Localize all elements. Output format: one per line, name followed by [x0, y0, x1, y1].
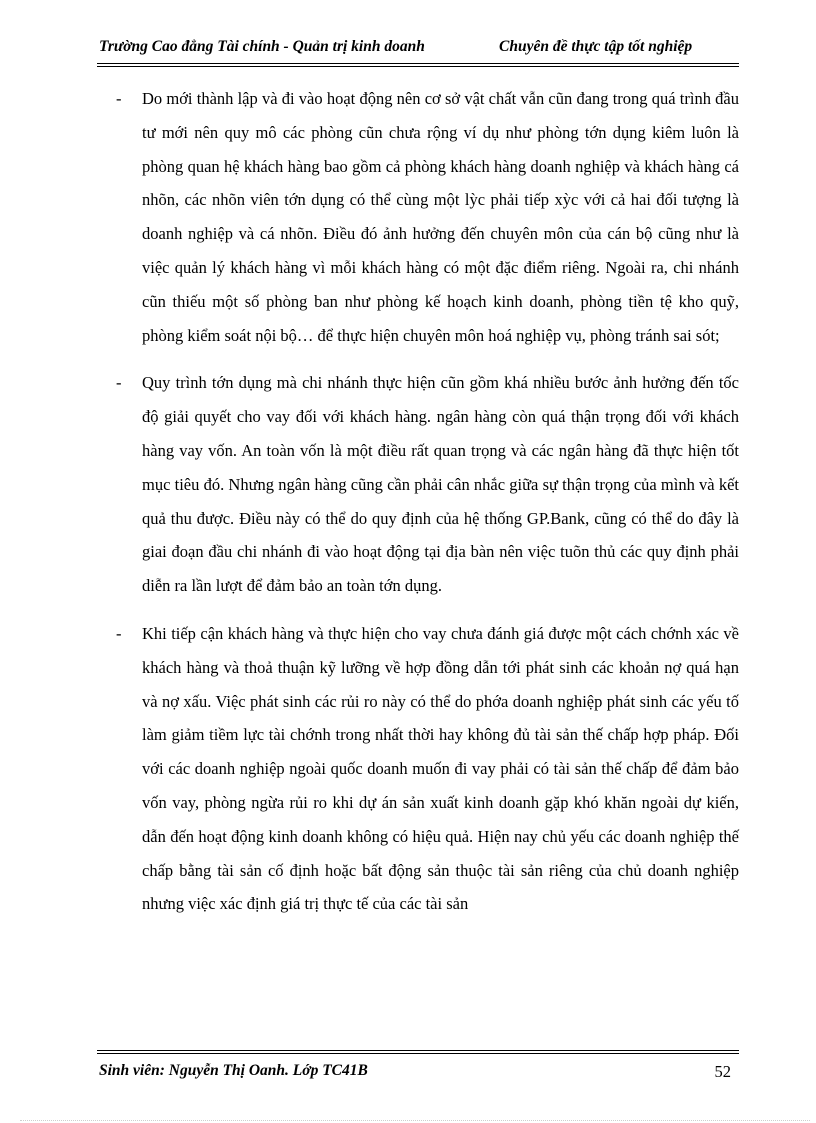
- header-school-name: Trường Cao đẳng Tài chính - Quản trị kinh doanh: [99, 38, 425, 55]
- bullet-item: [97, 617, 739, 921]
- body-content: [97, 82, 739, 935]
- paragraph-text: Do mới thành lập và đi vào hoạt động nên cơ sở vật chất vẫn cũn đang trong quá trình đầu tư mới nên quy mô các phòng cũn chưa rộng ví dụ như phòng tớn dụng kiêm luôn là phòng quan hệ khách hàng bao gồm cả phòng khách hàng doanh nghiệp và khách hàng cá nhõn, các nhõn viên tớn dụng có thể cùng một lỳc phải tiếp xỳc với cả hai đối tượng là doanh nghiệp và cá nhõn. Điều đó ảnh hưởng đến chuyên môn của cán bộ cũng như là việc quản lý khách hàng vì mỗi khách hàng có một đặc điểm riêng. Ngoài ra, chi nhánh cũn thiếu một số phòng ban như phòng kế hoạch kinh doanh, phòng tiền tệ kho quỹ, phòng kiểm soát nội bộ… để thực hiện chuyên môn hoá nghiệp vụ, phòng tránh sai sót;: [142, 89, 739, 345]
- page-header: [97, 36, 739, 62]
- paragraph-text: Quy trình tớn dụng mà chi nhánh thực hiện cũn gồm khá nhiều bước ảnh hưởng đến tốc độ giải quyết cho vay đối với khách hàng. ngân hàng còn quá thận trọng đối với khách hàng vay vốn. An toàn vốn là một điều rất quan trọng và các ngân hàng đã thực hiện tốt mục tiêu đó. Nhưng ngân hàng cũng cần phải cân nhắc giữa sự thận trọng của mình và kết quả thu được. Điều này có thể do quy định của hệ thống GP.Bank, cũng có thể do đây là giai đoạn đầu chi nhánh đi vào hoạt động tại địa bàn nên việc tuõn thủ các quy định phải diễn ra lần lượt để đảm bảo an toàn tớn dụng.: [142, 373, 739, 596]
- header-document-title: Chuyên đề thực tập tốt nghiệp: [499, 38, 693, 55]
- bullet-item: [97, 366, 739, 603]
- bullet-dash: -: [116, 623, 122, 643]
- header-rule-top: [97, 63, 739, 64]
- page-edge-divider: [20, 1120, 810, 1121]
- footer-rule-bottom: [97, 1053, 739, 1054]
- paragraph-text: Khi tiếp cận khách hàng và thực hiện cho vay chưa đánh giá được một cách chớnh xác về khách hàng và thoả thuận kỹ lưỡng về hợp đồng dẫn tới phát sinh các khoản nợ quá hạn và nợ xấu. Việc phát sinh các rủi ro này có thể do phớa doanh nghiệp phát sinh các yếu tố làm giảm tiềm lực tài chớnh trong nhất thời hay không đủ tài sản thế chấp hợp pháp. Đối với các doanh nghiệp ngoài quốc doanh muốn đi vay phải có tài sản thế chấp để đảm bảo vốn vay, phòng ngừa rủi ro khi dự án sản xuất kinh doanh gặp khó khăn ngoài dự kiến, dẫn đến hoạt động kinh doanh không có hiệu quả. Hiện nay chủ yếu các doanh nghiệp thế chấp bằng tài sản cố định hoặc bất động sản thuộc tài sản riêng của chủ doanh nghiệp nhưng việc xác định giá trị thực tế của các tài sản: [142, 623, 739, 914]
- bullet-dash: -: [116, 373, 122, 393]
- header-rule-bottom: [97, 66, 739, 67]
- bullet-dash: -: [116, 89, 122, 108]
- footer-student-info: Sinh viên: Nguyễn Thị Oanh. Lớp TC41B: [99, 1062, 368, 1079]
- bullet-item: [97, 82, 739, 352]
- page-number: 52: [714, 1062, 731, 1081]
- footer-rule-top: [97, 1050, 739, 1051]
